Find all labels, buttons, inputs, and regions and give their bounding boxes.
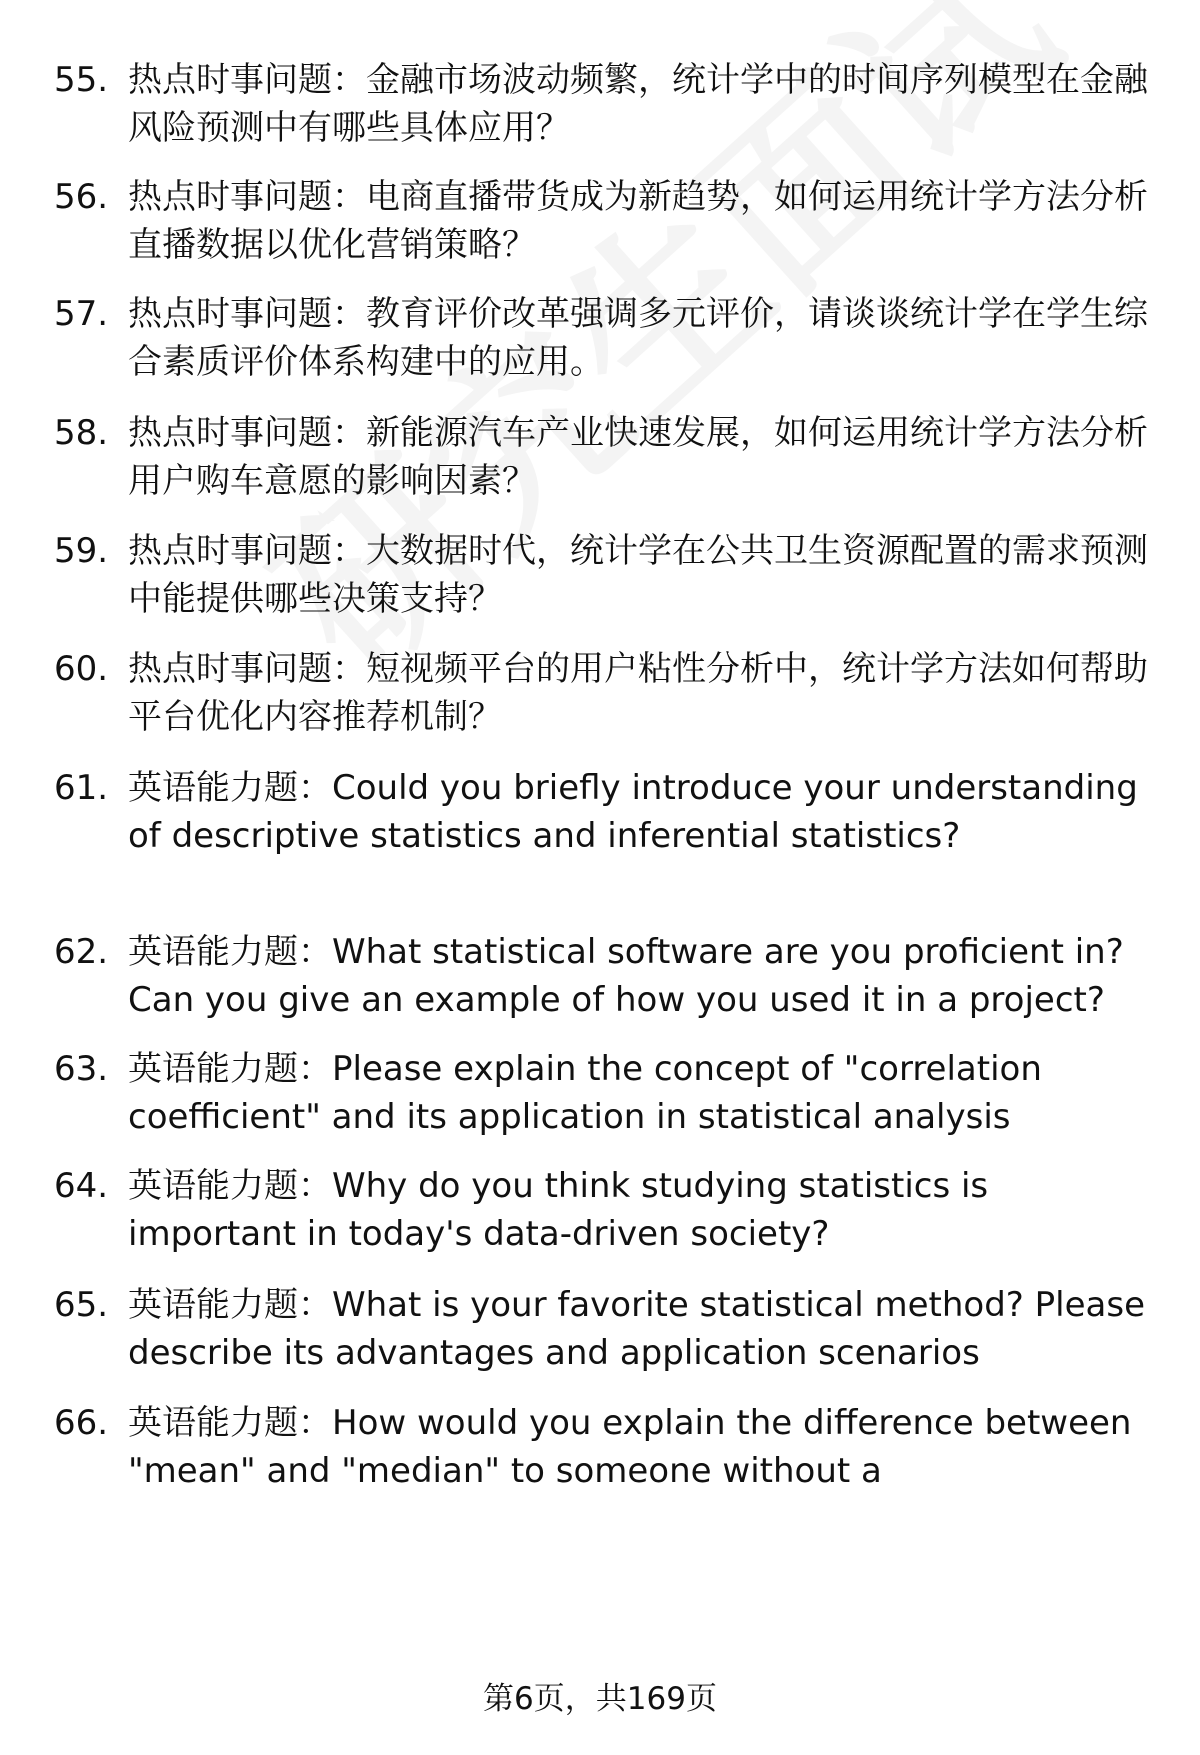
question-text: 热点时事问题：教育评价改革强调多元评价，请谈谈统计学在学生综合素质评价体系构建中的应用。 (128, 294, 1148, 382)
question-text: 英语能力题：How would you explain the difference between "mean" and "median" to someone without a (128, 1403, 1132, 1491)
question-text: 热点时事问题：大数据时代，统计学在公共卫生资源配置的需求预测中能提供哪些决策支持？ (128, 531, 1148, 619)
question-number: 65. (54, 1285, 109, 1325)
question-number: 59. (54, 531, 109, 571)
question-number: 58. (54, 413, 109, 453)
question-text: 热点时事问题：电商直播带货成为新趋势，如何运用统计学方法分析直播数据以优化营销策略？ (128, 177, 1148, 265)
question-number: 55. (54, 60, 109, 100)
page-number-footer: 第6页，共169页 (483, 1681, 717, 1717)
question-text: 英语能力题：What statistical software are you proficient in? Can you give an example of how you used it in a project? (128, 932, 1124, 1020)
question-text: 英语能力题：What is your favorite statistical method? Please describe its advantages and application scenarios (128, 1285, 1145, 1373)
question-text: 热点时事问题：短视频平台的用户粘性分析中，统计学方法如何帮助平台优化内容推荐机制？ (128, 649, 1148, 737)
question-text: 英语能力题：Why do you think studying statistics is important in today's data-driven society? (128, 1166, 989, 1254)
question-text: 英语能力题：Could you briefly introduce your understanding of descriptive statistics and inferential statistics? (128, 768, 1138, 856)
question-number: 61. (54, 768, 109, 808)
question-text: 英语能力题：Please explain the concept of "correlation coefficient" and its application in statistical analysis (128, 1049, 1042, 1137)
question-number: 56. (54, 177, 109, 217)
question-number: 60. (54, 649, 109, 689)
question-text: 热点时事问题：新能源汽车产业快速发展，如何运用统计学方法分析用户购车意愿的影响因素？ (128, 413, 1148, 501)
question-number: 62. (54, 932, 109, 972)
question-number: 66. (54, 1403, 109, 1443)
question-text: 热点时事问题：金融市场波动频繁，统计学中的时间序列模型在金融风险预测中有哪些具体应用？ (128, 60, 1148, 148)
question-number: 57. (54, 294, 109, 334)
question-number: 63. (54, 1049, 109, 1089)
question-number: 64. (54, 1166, 109, 1206)
